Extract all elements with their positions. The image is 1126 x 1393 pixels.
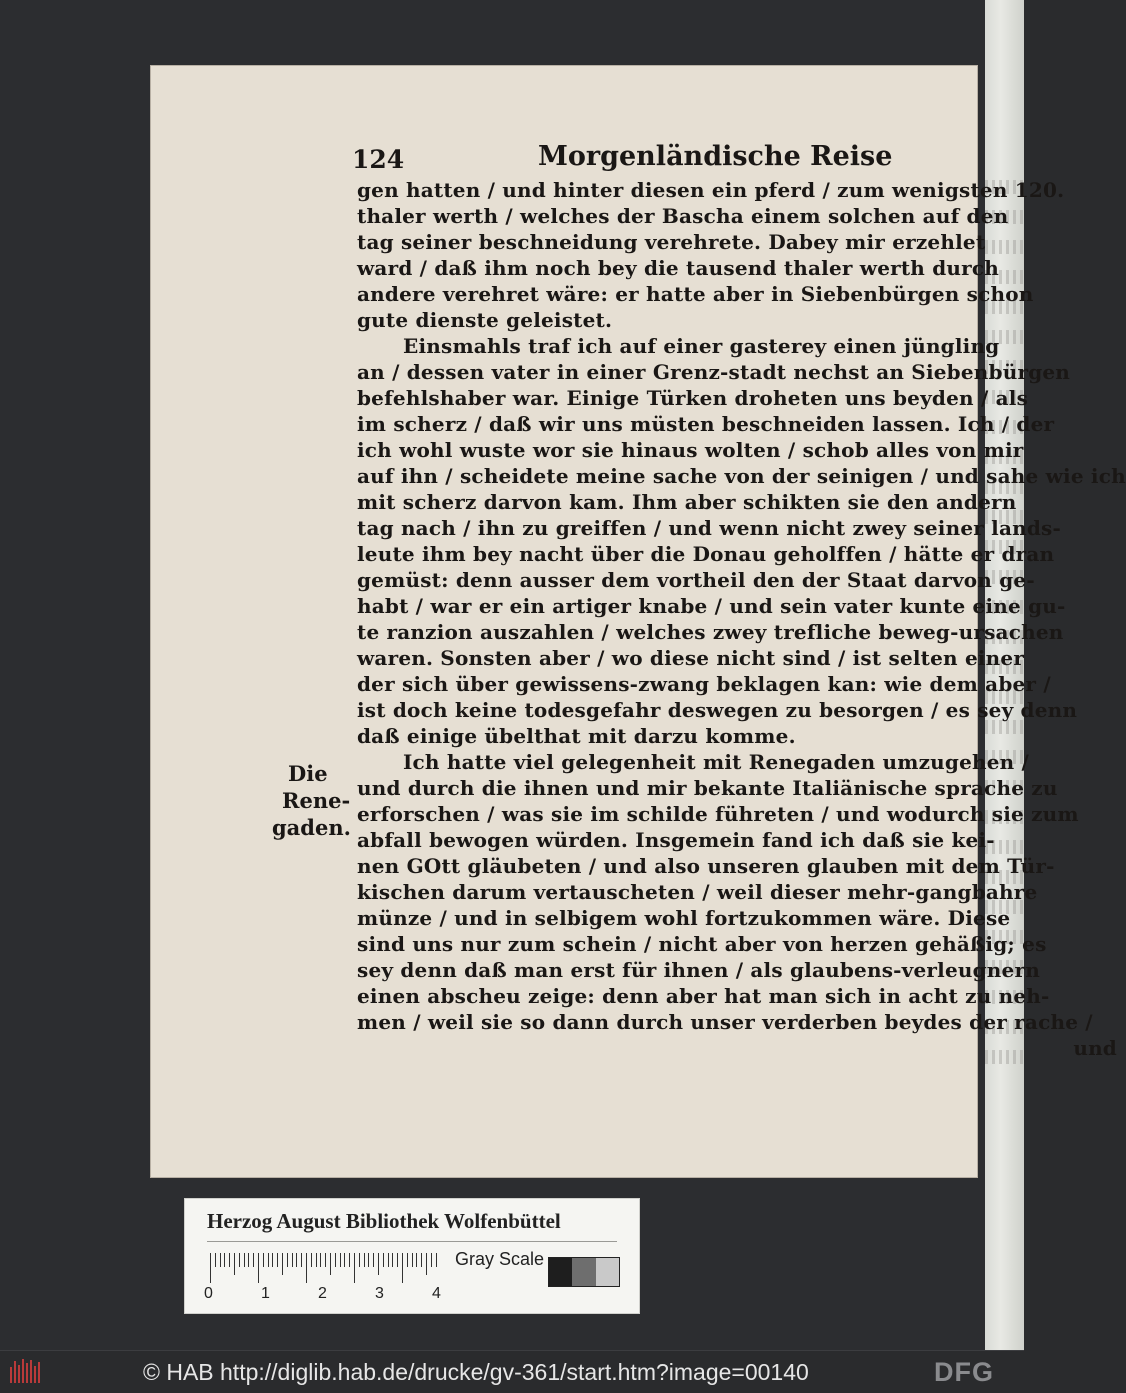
ruler bbox=[210, 1253, 438, 1283]
text-line: andere verehret wäre: er hatte aber in Siebenbürgen schon bbox=[357, 282, 1034, 306]
text-line: auf ihn / scheidete meine sache von der seinigen / und sahe wie ich bbox=[357, 464, 1126, 488]
text-line: gen hatten / und hinter diesen ein pferd / zum wenigsten 120. bbox=[357, 178, 1065, 202]
text-line: nen GOtt gläubeten / und also unseren glauben mit dem Tür- bbox=[357, 854, 1055, 878]
ruler-number: 1 bbox=[261, 1285, 270, 1302]
text-line: befehlshaber war. Einige Türken droheten uns beyden / als bbox=[357, 386, 1029, 410]
text-line: kischen darum vertauscheten / weil dieser mehr-gangbahre bbox=[357, 880, 1038, 904]
ruler-tick bbox=[263, 1253, 264, 1267]
ruler-tick bbox=[272, 1253, 273, 1267]
margin-note bbox=[272, 760, 351, 841]
ruler-tick bbox=[335, 1253, 336, 1267]
ruler-tick bbox=[258, 1253, 259, 1283]
ruler-tick bbox=[392, 1253, 393, 1267]
ruler-tick bbox=[407, 1253, 408, 1267]
ruler-tick bbox=[344, 1253, 345, 1267]
ruler-tick bbox=[412, 1253, 413, 1267]
text-line: ist doch keine todesgefahr deswegen zu besorgen / es sey denn bbox=[357, 698, 1078, 722]
ruler-tick bbox=[320, 1253, 321, 1267]
ruler-number: 2 bbox=[318, 1285, 327, 1302]
card-divider bbox=[207, 1241, 617, 1242]
text-line: sey denn daß man erst für ihnen / als glaubens-verleugnern bbox=[357, 958, 1040, 982]
body-text bbox=[357, 177, 1126, 1061]
ruler-tick bbox=[277, 1253, 278, 1267]
ruler-tick bbox=[316, 1253, 317, 1267]
text-line: einen abscheu zeige: denn aber hat man sich in acht zu neh- bbox=[357, 984, 1050, 1008]
text-line: ich wohl wuste wor sie hinaus wolten / schob alles von mir bbox=[357, 438, 1024, 462]
ruler-tick bbox=[330, 1253, 331, 1275]
gray-swatch bbox=[572, 1258, 595, 1286]
ruler-tick bbox=[287, 1253, 288, 1267]
text-line: sind uns nur zum schein / nicht aber von herzen gehäßig; es bbox=[357, 932, 1047, 956]
ruler-number: 3 bbox=[375, 1285, 384, 1302]
color-card bbox=[184, 1198, 640, 1314]
ruler-tick bbox=[282, 1253, 283, 1275]
text-line: te ranzion auszahlen / welches zwey trefliche beweg-ursachen bbox=[357, 620, 1064, 644]
text-line: gute dienste geleistet. bbox=[357, 308, 613, 332]
running-head: Morgenländische Reise bbox=[538, 141, 893, 172]
ruler-tick bbox=[224, 1253, 225, 1267]
ruler-tick bbox=[368, 1253, 369, 1267]
text-line: und durch die ihnen und mir bekante Italiänische sprache zu bbox=[357, 776, 1058, 800]
margin-note-line: Rene- bbox=[282, 788, 351, 813]
ruler-tick bbox=[311, 1253, 312, 1267]
ruler-tick bbox=[220, 1253, 221, 1267]
ruler-tick bbox=[253, 1253, 254, 1267]
ruler-tick bbox=[416, 1253, 417, 1267]
ruler-number: 0 bbox=[204, 1285, 213, 1302]
ruler-tick bbox=[364, 1253, 365, 1267]
text-line: münze / und in selbigem wohl fortzukommen wäre. Diese bbox=[357, 906, 1011, 930]
ruler-tick bbox=[349, 1253, 350, 1267]
gray-scale-swatches bbox=[548, 1257, 620, 1287]
ruler-tick bbox=[244, 1253, 245, 1267]
margin-note-line: gaden. bbox=[272, 815, 351, 840]
text-line: gemüst: denn ausser dem vortheil den der Staat darvon ge- bbox=[357, 568, 1035, 592]
text-line: an / dessen vater in einer Grenz-stadt nechst an Siebenbürgen bbox=[357, 360, 1071, 384]
ruler-tick bbox=[234, 1253, 235, 1275]
text-line: ward / daß ihm noch bey die tausend thaler werth durch bbox=[357, 256, 999, 280]
ruler-numbers bbox=[204, 1285, 464, 1305]
copyright-link[interactable]: © HAB http://diglib.hab.de/drucke/gv-361/start.htm?image=00140 bbox=[143, 1359, 809, 1385]
ruler-tick bbox=[292, 1253, 293, 1267]
ruler-tick bbox=[383, 1253, 384, 1267]
gray-scale-label: Gray Scale bbox=[455, 1249, 545, 1269]
ruler-tick bbox=[301, 1253, 302, 1267]
ruler-tick bbox=[354, 1253, 355, 1283]
ruler-tick bbox=[402, 1253, 403, 1283]
ruler-tick bbox=[239, 1253, 240, 1267]
ruler-tick bbox=[229, 1253, 230, 1267]
gray-swatch bbox=[596, 1258, 619, 1286]
margin-note-line: Die bbox=[288, 761, 328, 786]
ruler-tick bbox=[397, 1253, 398, 1267]
text-line: Einsmahls traf ich auf einer gasterey einen jüngling bbox=[403, 334, 1000, 358]
text-line: erforschen / was sie im schilde führeten / und wodurch sie zum bbox=[357, 802, 1079, 826]
text-line: mit scherz darvon kam. Ihm aber schikten sie den andern bbox=[357, 490, 1017, 514]
ruler-tick bbox=[421, 1253, 422, 1267]
text-line: abfall bewogen würden. Insgemein fand ich daß sie kei- bbox=[357, 828, 995, 852]
text-line: und bbox=[1073, 1036, 1117, 1060]
ruler-tick bbox=[306, 1253, 307, 1283]
ruler-tick bbox=[325, 1253, 326, 1267]
ruler-tick bbox=[436, 1253, 437, 1267]
text-line: tag seiner beschneidung verehrete. Dabey mir erzehlet bbox=[357, 230, 986, 254]
card-title: Herzog August Bibliothek Wolfenbüttel bbox=[207, 1209, 561, 1233]
book-page bbox=[150, 65, 1126, 1178]
text-line: im scherz / daß wir uns müsten beschneiden lassen. Ich / der bbox=[357, 412, 1055, 436]
text-line: tag nach / ihn zu greiffen / und wenn nicht zwey seiner lands- bbox=[357, 516, 1061, 540]
text-line: thaler werth / welches der Bascha einem solchen auf den bbox=[357, 204, 1009, 228]
text-line: leute ihm bey nacht über die Donau geholffen / hätte er dran bbox=[357, 542, 1055, 566]
ruler-tick bbox=[431, 1253, 432, 1267]
text-line: Ich hatte viel gelegenheit mit Renegaden umzugehen / bbox=[403, 750, 1030, 774]
ruler-tick bbox=[248, 1253, 249, 1267]
text-line: waren. Sonsten aber / wo diese nicht sind / ist selten einer bbox=[357, 646, 1025, 670]
gray-swatch bbox=[549, 1258, 572, 1286]
page-number: 124 bbox=[352, 145, 405, 174]
ruler-tick bbox=[210, 1253, 211, 1283]
ruler-tick bbox=[388, 1253, 389, 1267]
ruler-tick bbox=[340, 1253, 341, 1267]
text-line: men / weil sie so dann durch unser verderben beydes der rache / bbox=[357, 1010, 1093, 1034]
ruler-number: 4 bbox=[432, 1285, 441, 1302]
ruler-tick bbox=[373, 1253, 374, 1267]
ruler-tick bbox=[268, 1253, 269, 1267]
hab-barcode-logo-icon[interactable] bbox=[9, 1357, 43, 1385]
dfg-logo[interactable]: DFG bbox=[934, 1357, 994, 1387]
text-line: daß einige übelthat mit darzu komme. bbox=[357, 724, 796, 748]
ruler-tick bbox=[378, 1253, 379, 1275]
ruler-tick bbox=[296, 1253, 297, 1267]
viewer-footer bbox=[0, 1350, 1024, 1393]
ruler-tick bbox=[215, 1253, 216, 1267]
ruler-tick bbox=[359, 1253, 360, 1267]
text-line: der sich über gewissens-zwang beklagen kan: wie dem aber / bbox=[357, 672, 1051, 696]
ruler-tick bbox=[426, 1253, 427, 1275]
text-line: habt / war er ein artiger knabe / und sein vater kunte eine gu- bbox=[357, 594, 1066, 618]
